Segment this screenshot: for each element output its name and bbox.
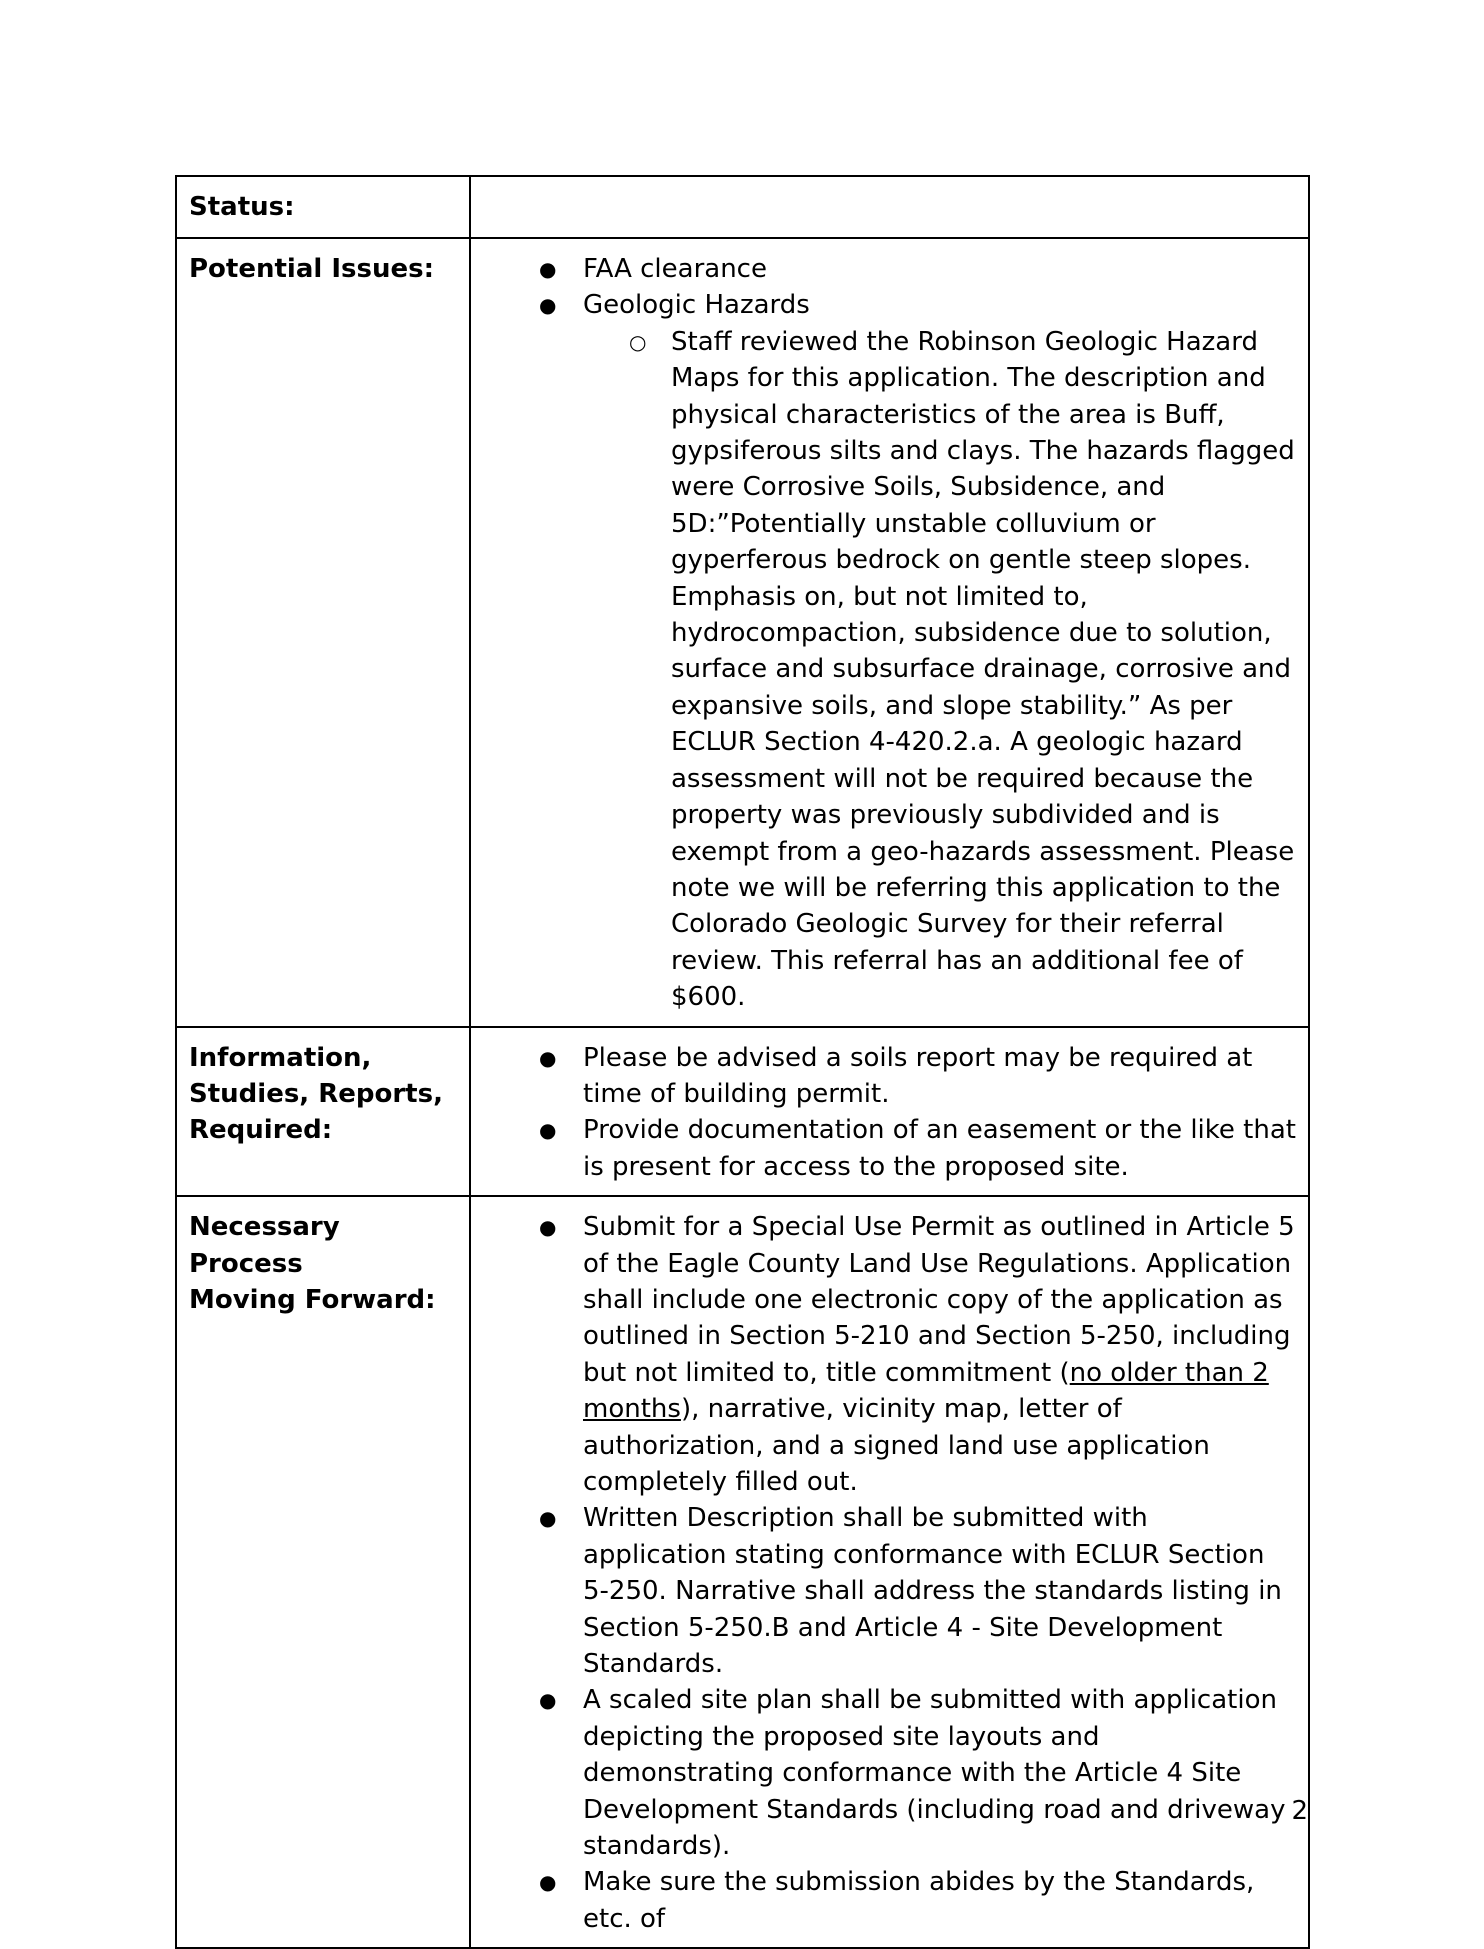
information-list bbox=[483, 1040, 1296, 1186]
potential-issues-label: Potential Issues: bbox=[176, 238, 470, 1027]
sub-list-item bbox=[583, 324, 1296, 1016]
information-row bbox=[176, 1027, 1309, 1197]
process-label bbox=[176, 1196, 470, 1948]
list-item-text: Make sure the submission abides by the Standards, etc. of bbox=[583, 1867, 1255, 1934]
process-label-line: Necessary Process bbox=[189, 1212, 340, 1279]
status-row bbox=[176, 176, 1309, 238]
process-label-line: Moving Forward: bbox=[189, 1284, 436, 1315]
review-table bbox=[175, 175, 1310, 1949]
list-item bbox=[483, 287, 1296, 1015]
list-item bbox=[483, 1864, 1296, 1937]
potential-issues-row bbox=[176, 238, 1309, 1027]
sub-list-item-text: Staff reviewed the Robinson Geologic Hazard Maps for this application. The description and physical characteristics of the area is Buff, gypsiferous silts and clays. The hazards flagged were Corrosive Soils, Subsidence, and 5D:”Potentially unstable colluvium or gyperferous bedrock on gentle steep slopes. Emphasis on, but not limited to, hydrocompaction, subsidence due to solution, surface and subsurface drainage, corrosive and expansive soils, and slope stability.” As per ECLUR Section 4-420.2.a. A geologic hazard assessment will not be required because the property was previously subdivided and is exempt from a geo-hazards assessment. Please note we will be referring this application to the Colorado Geologic Survey for their referral review. This referral has an additional fee of $600. bbox=[671, 326, 1295, 1013]
list-item bbox=[483, 1500, 1296, 1682]
list-item-text: ), narrative, vicinity map, letter of authorization, and a signed land use application completely filled out. bbox=[583, 1394, 1210, 1497]
process-content bbox=[470, 1196, 1309, 1948]
list-item-text: Provide documentation of an easement or the like that is present for access to the proposed site. bbox=[583, 1115, 1296, 1182]
process-row bbox=[176, 1196, 1309, 1948]
list-item-text: FAA clearance bbox=[583, 254, 767, 284]
status-value bbox=[470, 176, 1309, 238]
list-item bbox=[483, 1209, 1296, 1500]
list-item bbox=[483, 1040, 1296, 1113]
information-label-line: Studies, Reports, bbox=[189, 1078, 443, 1109]
list-item-text: Geologic Hazards bbox=[583, 290, 810, 321]
list-item bbox=[483, 251, 1296, 287]
list-item-text: Written Description shall be submitted with application stating conformance with ECLUR Section 5-250. Narrative shall address the standards listing in Section 5-250.B and Article 4 - Site Development Standards. bbox=[583, 1503, 1282, 1680]
information-content bbox=[470, 1027, 1309, 1197]
information-label bbox=[176, 1027, 470, 1197]
geologic-hazards-sublist bbox=[583, 324, 1296, 1016]
list-item-text: Submit for a Special Use Permit as outlined in Article 5 of the Eagle County Land Use Regulations. Application shall include one electronic copy of the application as outlined in Section 5-210 and Section 5-250, including but not limited to, title commitment ( bbox=[583, 1212, 1295, 1388]
potential-issues-content bbox=[470, 238, 1309, 1027]
page-number: 2 bbox=[1291, 1796, 1308, 1826]
status-label: Status: bbox=[176, 176, 470, 238]
list-item bbox=[483, 1682, 1296, 1864]
process-list bbox=[483, 1209, 1296, 1937]
list-item-text: A scaled site plan shall be submitted with application depicting the proposed site layouts and demonstrating conformance with the Article 4 Site Development Standards (including road and driveway standards). bbox=[583, 1685, 1286, 1862]
potential-issues-list bbox=[483, 251, 1296, 1016]
list-item-text: Please be advised a soils report may be required at time of building permit. bbox=[583, 1042, 1253, 1109]
information-label-line: Required: bbox=[189, 1115, 333, 1146]
list-item bbox=[483, 1112, 1296, 1185]
underlined-text: no older than 2 months bbox=[583, 1357, 1269, 1425]
information-label-line: Information, bbox=[189, 1042, 372, 1073]
